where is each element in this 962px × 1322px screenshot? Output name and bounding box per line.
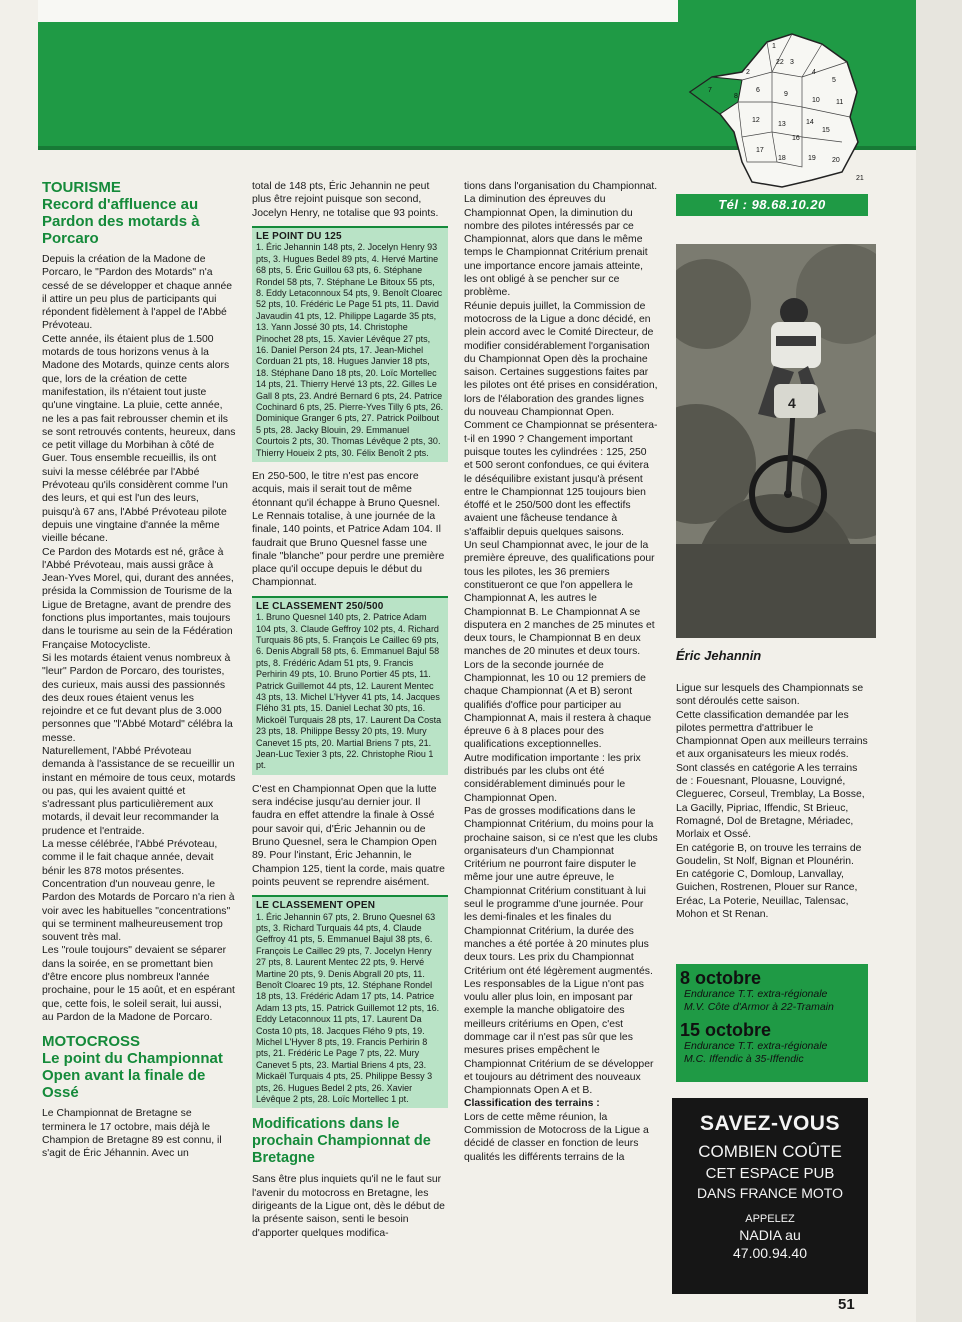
page-edge	[916, 0, 962, 1322]
region-number: 18	[778, 155, 786, 162]
paragraph: Les responsables de la Ligue n'ont pas voulu aller plus loin, en imposant par exemple la manche obligatoire des meilleurs critériums en Open, c'est dommage car il n'est pas sûr que les mesures prises empêchent le Championnat Critérium de se développer et toujours au détriment des nouveaux Championnats Open A et B.	[464, 978, 654, 1097]
region-number: 11	[836, 99, 844, 106]
telephone-banner: Tél : 98.68.10.20	[676, 194, 868, 216]
paragraph: Lors de la seconde journée de Championnat, les 10 ou 12 premiers de chaque Championnat (A et B) seront qualifiés d'office pour participer au Championnat A, mais il restera à chaque épreuve 6 à 8 places pour des qualifications exceptionnelles.	[464, 659, 652, 751]
results-box-125	[252, 226, 448, 462]
ad-line: COMBIEN COÛTE	[698, 1142, 842, 1161]
paragraph: Naturellement, l'Abbé Prévoteau demanda à l'assistance de se recueillir un instant en mémoire de tous ceux, motards ou pas, qui les avaient quitté et s'adressant plus particulièrement aux motards, il devait leur recommander la prudence et l'entraide.	[42, 745, 236, 837]
ad-line: SAVEZ-VOUS	[700, 1112, 840, 1135]
events-box	[676, 964, 868, 1082]
paragraph: Le Championnat de Bretagne se terminera le 17 octobre, mais déjà le Champion de Bretagne 89 est connu, il s'agit de Éric Jéhannin. Avec un	[42, 1108, 222, 1160]
region-number: 16	[792, 135, 800, 142]
event-line: Endurance T.T. extra-régionale	[684, 988, 828, 1000]
svg-text:4: 4	[788, 395, 796, 411]
column-1	[42, 180, 236, 1160]
event-date: 8 octobre	[680, 968, 762, 988]
ad-phone: 47.00.94.40	[733, 1245, 807, 1261]
rider-illustration	[676, 244, 876, 638]
paragraph: En 250-500, le titre n'est pas encore acquis, mais il serait tout de même étonnant qu'il échappe à Bruno Quesnel. Le Rennais totalise, à une journée de la finale, 140 points, et Patrice Adam 104. Il faudrait que Bruno Quesnel fasse une finale "blanche" pour perdre une première place qu'il occupe depuis le début du Championnat.	[252, 471, 445, 589]
region-number: 2	[746, 69, 750, 76]
region-number: 1	[772, 43, 776, 50]
page-number: 51	[838, 1296, 855, 1313]
region-number: 8	[734, 93, 738, 100]
paragraph: En catégorie B, on trouve les terrains de Goudelin, St Nolf, Bignan et Plounérin.	[676, 842, 862, 867]
event-line: Endurance T.T. extra-régionale	[684, 1040, 828, 1052]
ad-line: DANS FRANCE MOTO	[697, 1185, 843, 1201]
headline-modifications: Modifications dans le prochain Championnat de Bretagne	[252, 1116, 431, 1167]
paragraph: La messe célébrée, l'Abbé Prévoteau, comme il le fait chaque année, devait bénir les 878 motos présentes. Concentration d'un nouveau genre, le Pardon des Motards de Porcaro n'a rien à voir avec les habituelles "concentrations" qui se terminent malheureusement trop souvent très mal.	[42, 839, 235, 944]
results-box-text: 1. Bruno Quesnel 140 pts, 2. Patrice Adam 104 pts, 3. Claude Geffroy 102 pts, 4. Richard Turquais 86 pts, 5. François Le Caillec 69 pts, 6. Denis Abgrall 58 pts, 6. Emmanuel Bajul 58 pts, 8. Frédéric Adam 51 pts, 9. Francis Perhirin 49 pts, 10. Bruno Portier 45 pts, 11. Patrick Guillemot 44 pts, 12. Laurent Mentec 43 pts, 13. Michel L'Hyver 41 pts, 14. Jacques Flého 31 pts, 15. Daniel Lechat 30 pts, 16. Mickoël Turquais 28 pts, 17. Laurent Da Costa 23 pts, 18. Philippe Bessy 20 pts, 19. Mury Canevet 15 pts, 20. Martial Briens 7 pts, 21. Jean-Luc Texier 3 pts, 22. Christophe Riou 1 pt.	[256, 612, 442, 771]
results-box-text: 1. Éric Jehannin 67 pts, 2. Bruno Quesnel 63 pts, 3. Richard Turquais 44 pts, 4. Claude Geffroy 41 pts, 5. Emmanuel Bajul 38 pts, 6. François Le Caillec 29 pts, 7. Jocelyn Henry 27 pts, 8. Laurent Mentec 22 pts, 9. Hervé Martine 20 pts, 9. Denis Abgrall 20 pts, 11. Benoît Cloarec 19 pts, 12. Stéphane Rondel 18 pts, 13. Frédéric Adam 17 pts, 14. Patrice Adam 13 pts, 15. Patrick Guillemot 12 pts, 16. Eddy Letaconnoux 11 pts, 17. Laurent Da Costa 10 pts, 18. Jacques Flého 9 pts, 19. Michel L'Hyver 8 pts, 19. Francis Perhirin 8 pts, 21. Frédéric Le Page 7 pts, 22. Mury Canevet 5 pts, 23. Martial Briens 4 pts, 23. Mickaël Turquais 4 pts, 25. Philippe Bessy 3 pts, 26. Hugues Bedel 2 pts, 26. Xavier Lévêque 2 pts, 28. Loïc Mortellec 1 pt.	[256, 911, 440, 1105]
ad-line: NADIA au	[739, 1227, 801, 1243]
advertisement-box	[672, 1098, 868, 1294]
paragraph: Depuis la création de la Madone de Porcaro, le "Pardon des Motards" n'a cessé de se développer et chaque année il attire un peu plus de participants qui répondent fidèlement à l'appel de l'Abbé Prévoteau.	[42, 254, 233, 332]
region-number: 14	[806, 119, 814, 126]
paragraph: Les "roule toujours" devaient se séparer dans la soirée, en se promettant bien d'être encore plus nombreux l'année prochaine, pour le 15 août, et en espérant que, cette fois, le soleil serait, lui aussi, au Pardon de la Madone de Porcaro.	[42, 945, 235, 1023]
region-number: 19	[808, 155, 816, 162]
paragraph: Si les motards étaient venus nombreux à "leur" Pardon de Porcaro, des touristes, des curieux, mais aussi des passionnés des deux roues étaient venus les rejoindre et ce fut devant plus de 3.000 personnes que "l'Abbé Motard" célébra la messe.	[42, 652, 233, 744]
paragraph: En catégorie C, Domloup, Lanvallay, Guichen, Rostrenen, Plouer sur Rance, Eréac, La Poterie, Neuillac, Talensac, Mohon et St Renan.	[676, 869, 858, 921]
region-number: 7	[708, 87, 712, 94]
region-number: 22	[776, 59, 784, 66]
section-title-motocross: MOTOCROSS	[42, 1033, 141, 1051]
region-number: 17	[756, 147, 764, 154]
paragraph: Cette année, ils étaient plus de 1.500 motards de tous horizons venus à la Madone des Motards, quinze cents alors que, lors de la création de cette manifestation, ils n'étaient tout juste qu'une vingtaine. La pluie, cette année, ne les a pas fait rebrousser chemin et ils se sont retrouvés contents, heureux, dans ce petit village du Morbihan à côté de Guer. Tous ensemble recueillis, ils ont suivi la messe célébrée par l'Abbé Prévoteau qu'ils considèrent comme l'un des leurs, et qui est l'un des leurs, puisqu'à 67 ans, l'Abbé Prévoteau pilote depuis une vingtaine d'année la même vieille bécane.	[42, 333, 236, 545]
results-box-text: 1. Éric Jehannin 148 pts, 2. Jocelyn Henry 93 pts, 3. Hugues Bedel 89 pts, 4. Hervé Martine 68 pts, 5. Éric Guillou 63 pts, 6. Stéphane Rondel 58 pts, 7. Stéphane Le Bitoux 55 pts, 8. Eddy Letaconnoux 54 pts, 9. Benoît Cloarec 52 pts, 10. Frédéric Le Page 51 pts, 11. David Javaudin 41 pts, 12. Philippe Lagarde 35 pts, 13. Yann Jossé 30 pts, 14. Christophe Pinochet 28 pts, 15. Xavier Lévêque 27 pts, 16. Daniel Person 24 pts, 17. Jean-Michel Corduan 21 pts, 18. Hugues Janvier 18 pts, 18. Stéphane Dano 18 pts, 20. Loïc Mortellec 14 pts, 21. Thierry Hervé 13 pts, 22. Gilles Le Gall 8 pts, 23. André Bernard 6 pts, 24. Patrice Cochinard 6 pts, 25. Pierre-Yves Tilly 6 pts, 26. Dominique Granger 6 pts, 27. Patrick Poilbout 5 pts, 28. Jacky Blouin, 29. Emmanuel Courtois 2 pts, 30. Thomas Lévêque 2 pts, 30. Thierry Houeix 2 pts, 30. Félix Benoît 2 pts.	[256, 242, 444, 458]
photo-caption: Éric Jehannin	[676, 648, 762, 663]
paragraph: C'est en Championnat Open que la lutte sera indécise jusqu'au dernier jour. Il faudra en effet attendre la finale à Ossé pour savoir qui, d'Éric Jehannin ou de Bruno Quesnel, sera le Champion Open 89. Pour l'instant, Éric Jehannin, le Champion 125, tient la corde, mais quatre points peuvent se reprendre aisément.	[252, 783, 445, 888]
headline-pardon: Record d'affluence au Pardon des motards à Porcaro	[42, 196, 200, 247]
event-date: 15 octobre	[680, 1020, 772, 1040]
event-line: M.V. Côte d'Armor à 22-Tramain	[684, 1001, 834, 1013]
region-number: 3	[790, 59, 794, 66]
region-number: 20	[832, 157, 840, 164]
paragraph: Sont classés en catégorie A les terrains de : Fouesnant, Plouasne, Louvigné, Cleguerec, Corseul, Tremblay, La Bosse, La Gacilly, Pipriac, Iffendic, St Brieuc, Romagné, Dol de Bretagne, Mériadec, Morlaix et Ossé.	[676, 762, 865, 841]
paragraph: Pas de grosses modifications dans le Championnat Critérium, du moins pour la prochaine saison, si ce n'est que les clubs organisateurs d'un Championnat Critérium ne pourront faire disputer le même jour une autre épreuve, le Championnat Critérium constituant à lui seul le programme d'une journée. Pour les demi-finales et les finales du Championnat Critérium, la durée des manches a été portée à 20 minutes plus deux tours. Les prix du Championnat Critérium ont été légèrement augmentés.	[464, 805, 658, 977]
paragraph: tions dans l'organisation du Championnat. La diminution des épreuves du Championnat Open, la diminution du nombre des pilotes intéressés par ce Championnat, alors que dans le même temps le Championnat Critérium prenait une importance encore jamais atteinte, les ont obligé à se pencher sur ce problème.	[464, 181, 658, 299]
region-number: 15	[822, 127, 830, 134]
motocross-photo	[676, 244, 876, 638]
paragraph: Un seul Championnat avec, le jour de la première épreuve, des qualifications pour tous les pilotes, les 36 premiers constitueront ce que l'on appellera le Championnat A, les autres le Championnat B. Le Championnat A se disputera en 2 manches de 25 minutes et deux tours, le Championnat B en deux manches de 20 minutes et deux tours.	[464, 540, 655, 658]
top-banner-white-strip	[38, 0, 678, 22]
column-2	[252, 180, 448, 1240]
column-3	[464, 180, 658, 1164]
paragraph: Autre modification importante : les prix distribués par les clubs ont été considérablement diminués pour le Championnat Open.	[464, 752, 641, 804]
region-map	[672, 22, 872, 192]
paragraph: Sans être plus inquiets qu'il ne le faut sur l'avenir du motocross en Bretagne, les dirigeants de la Ligue ont, dès le début de la présente saison, senti le besoin d'apporter quelques modifica-	[252, 1174, 445, 1239]
results-box-title: LE POINT DU 125	[256, 230, 342, 242]
region-number: 9	[784, 91, 788, 98]
results-box-title: LE CLASSEMENT OPEN	[256, 900, 376, 912]
headline-championnat-open: Le point du Championnat Open avant la finale de Ossé	[42, 1050, 223, 1102]
ad-line: APPELEZ	[745, 1213, 795, 1225]
region-number: 4	[812, 69, 816, 76]
paragraph: Réunie depuis juillet, la Commission de motocross de la Ligue a donc décidé, en plein accord avec le Comité Directeur, de modifier considérablement l'organisation du Championnat Open dès la prochaine saison. Certaines suggestions faites par les pilotes ont été prises en considération, lors de l'élaboration des grandes lignes du nouveau Championnat Open.	[464, 300, 658, 419]
paragraph: Cette classification demandée par les pilotes permettra d'attribuer le Championnat Open aux meilleurs terrains et aux organisateurs les mieux rodés.	[676, 709, 868, 761]
region-number: 21	[856, 175, 864, 182]
ad-line: CET ESPACE PUB	[705, 1165, 835, 1182]
region-number: 5	[832, 77, 836, 84]
region-number: 12	[752, 117, 760, 124]
region-number: 10	[812, 97, 820, 104]
section-title-tourisme: TOURISME	[42, 179, 121, 196]
paragraph: Lors de cette même réunion, la Commission de Motocross de la Ligue a décidé de classer en fonction de leurs qualités les différents terrains de la	[464, 1111, 649, 1163]
subheading-classification: Classification des terrains :	[464, 1098, 600, 1110]
paragraph: Ce Pardon des Motards est né, grâce à l'Abbé Prévoteau, mais aussi grâce à Jean-Yves Morel, qui, durant des années, présida la Commission de Tourisme de la Ligue de Bretagne, avant de prendre des fonctions plus importantes, mais toujours dans le tourisme au sein de la Fédération Française Motocycliste.	[42, 546, 234, 651]
column-4	[676, 682, 868, 921]
paragraph: total de 148 pts, Éric Jehannin ne peut plus être rejoint puisque son second, Jocelyn Henry, ne totalise que 93 points.	[252, 181, 439, 219]
paragraph: Ligue sur lesquels des Championnats se sont déroulés cette saison.	[676, 683, 864, 708]
paragraph: Comment ce Championnat se présentera-t-il en 1990 ? Changement important puisque toutes les cylindrées : 125, 250 et 500 seront confondues, ce qui évitera le déséquilibre existant jusqu'à présent entre le Championnat 125 toujours bien étoffé et le 250/500 dont les effectifs avaient une fâcheuse tendance à s'affaiblir depuis quelques saisons.	[464, 420, 658, 538]
results-box-title: LE CLASSEMENT 250/500	[256, 600, 384, 612]
results-box-open	[252, 895, 448, 1108]
region-number: 13	[778, 121, 786, 128]
event-line: M.C. Iffendic à 35-Iffendic	[684, 1053, 804, 1065]
results-box-250-500	[252, 596, 448, 775]
region-number: 6	[756, 87, 760, 94]
